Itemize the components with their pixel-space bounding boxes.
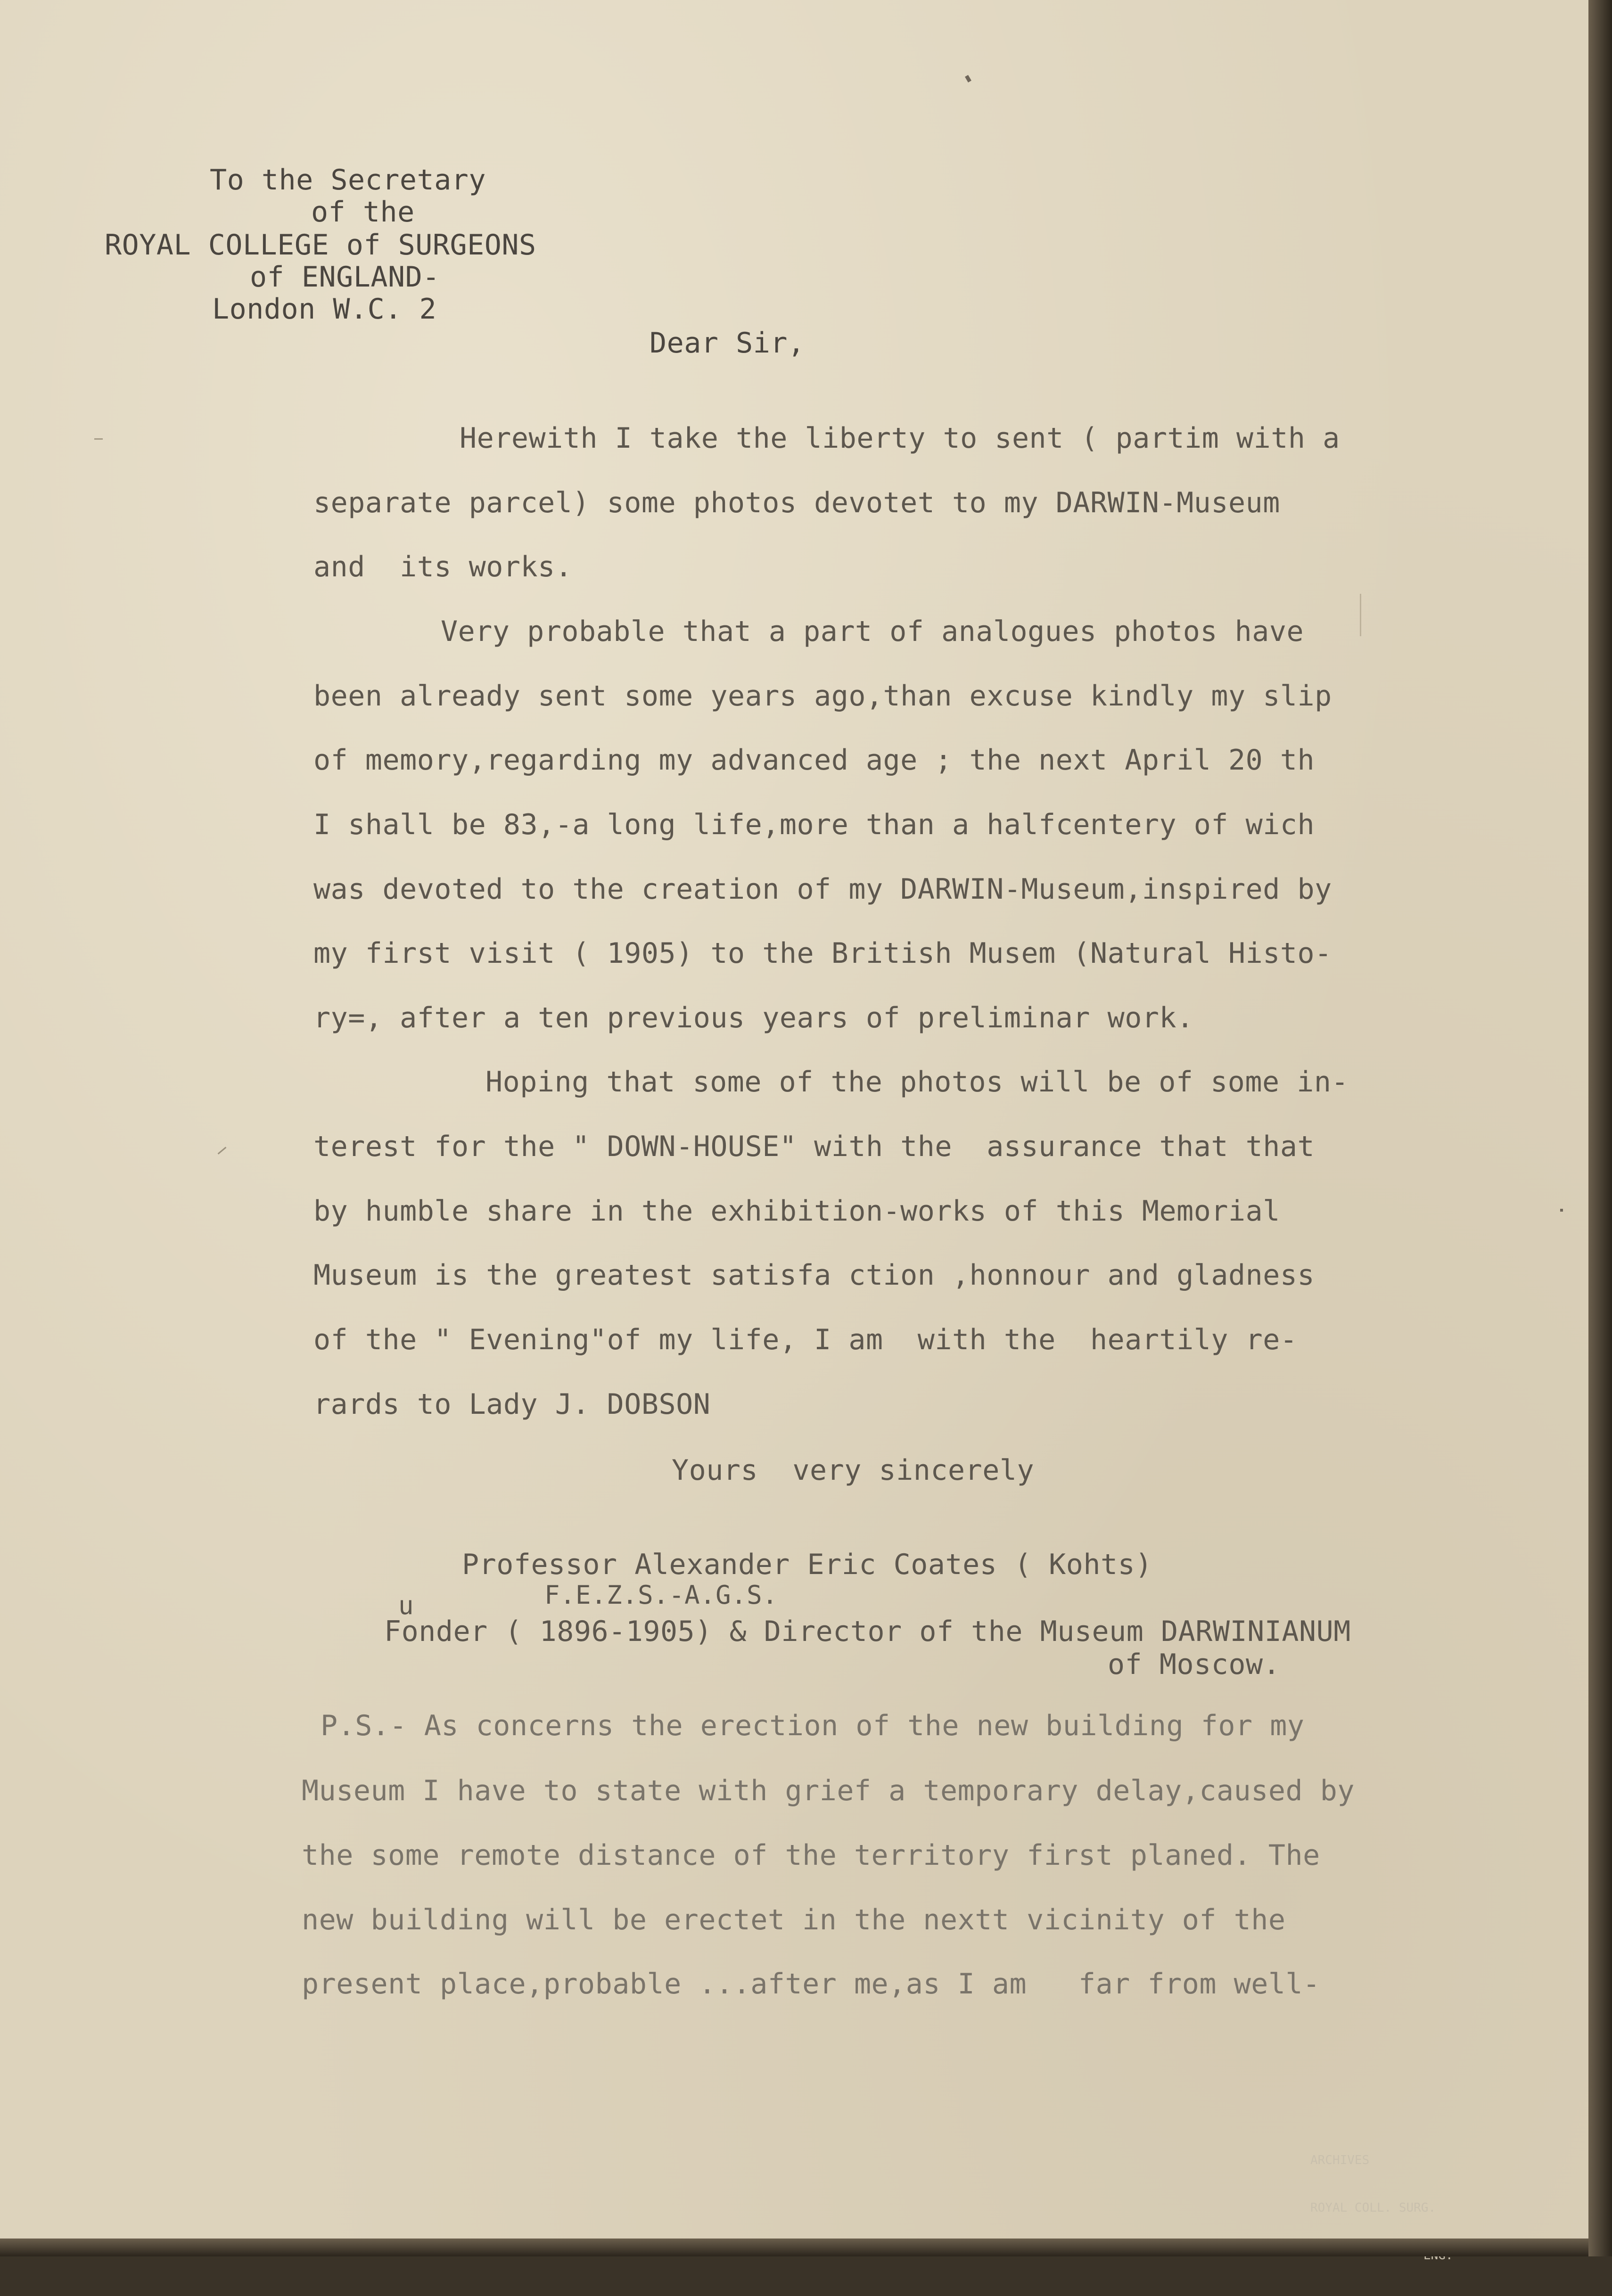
archive-stamp-line: ARCHIVES [1310,2153,1370,2167]
address-line-2: of the [311,196,415,229]
postscript-line: Museum I have to state with grief a temporary delay,caused by [302,1774,1355,1807]
signature-city: of Moscow. [1108,1648,1281,1681]
body-line: Herewith I take the liberty to sent ( partim with a [460,422,1340,455]
body-line: separate parcel) some photos devotet to my DARWIN-Museum [313,486,1280,519]
closing: Yours very sincerely [672,1454,1035,1487]
address-line-3: ROYAL COLLEGE of SURGEONS [105,229,536,262]
paper-speck [94,438,103,440]
postscript-line: P.S.- As concerns the erection of the new building for my [321,1709,1305,1742]
address-line-4: of ENGLAND- [250,261,440,294]
signature-credentials: F.E.Z.S.-A.G.S. [544,1580,778,1610]
archive-stamp [1310,2121,1453,2296]
body-line: I shall be 83,-a long life,more than a halfcentery of wich [313,808,1315,841]
postscript-line: the some remote distance of the territory first planed. The [302,1839,1320,1872]
correction-mark: u [398,1591,414,1620]
body-line: terest for the " DOWN-HOUSE" with the assurance that that [313,1130,1315,1163]
address-line-5: London W.C. 2 [212,293,437,326]
postscript-line: present place,probable ...after me,as I am far from well- [302,1968,1320,2001]
paper-speck [218,1147,227,1154]
paper-speck [1560,1209,1563,1212]
body-line: of memory,regarding my advanced age ; the next April 20 th [313,744,1315,777]
postscript-line: new building will be erectet in the nextt vicinity of the [302,1903,1286,1936]
body-line: of the " Evening"of my life, I am with the heartily re- [313,1323,1298,1356]
body-line: ry=, after a ten previous years of preliminar work. [313,1001,1194,1034]
signature-name: Professor Alexander Eric Coates ( Kohts) [462,1548,1152,1581]
signature-role: Fonder ( 1896-1905) & Director of the Museum DARWINIANUM [384,1615,1351,1648]
scan-border-bottom [0,2239,1588,2256]
body-line: rards to Lady J. DOBSON [313,1388,711,1421]
body-line: my first visit ( 1905) to the British Musem (Natural Histo- [313,937,1332,970]
body-line: been already sent some years ago,than excuse kindly my slip [313,680,1332,713]
salutation: Dear Sir, [650,327,805,360]
body-line: was devoted to the creation of my DARWIN-Museum,inspired by [313,873,1332,906]
body-line: Museum is the greatest satisfa ction ,honnour and gladness [313,1259,1315,1292]
scan-border-right [1588,0,1612,2256]
body-line: and its works. [313,550,573,583]
body-line: by humble share in the exhibition-works of this Memorial [313,1195,1280,1228]
body-line: Very probable that a part of analogues photos have [441,615,1304,648]
address-line-1: To the Secretary [210,164,486,197]
body-line: Hoping that some of the photos will be of some in- [485,1066,1349,1099]
paper-speck [1360,594,1361,636]
archive-stamp-line: ROYAL COLL. SURG. [1310,2200,1436,2215]
paper-speck [965,75,971,82]
